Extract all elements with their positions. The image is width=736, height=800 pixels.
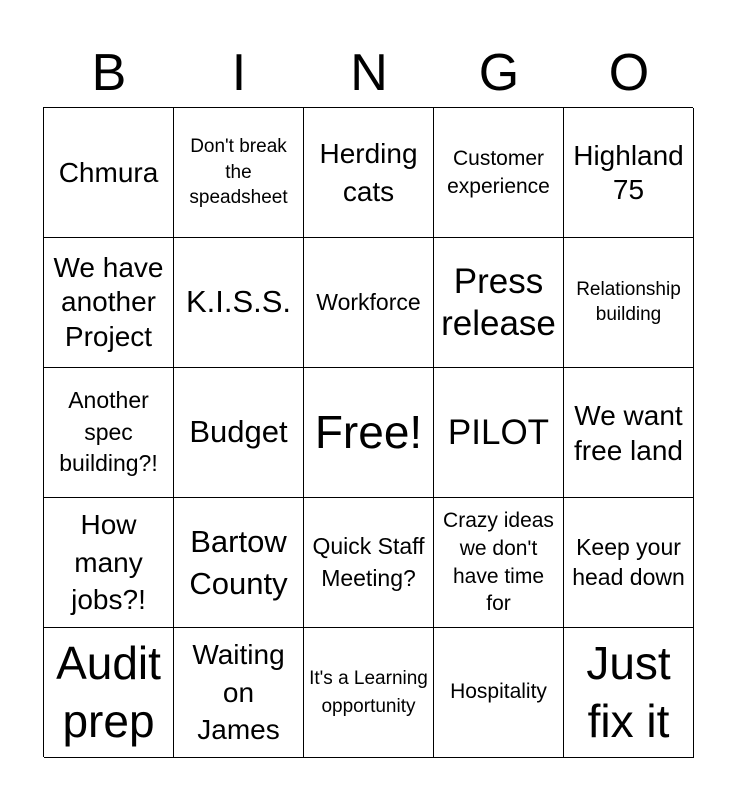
- bingo-cell-r1c2[interactable]: [174, 108, 304, 238]
- cell-text: Crazy ideas we don't have time for: [443, 509, 554, 616]
- bingo-cell-r4c3[interactable]: [304, 498, 434, 628]
- bingo-cell-r1c3[interactable]: [304, 108, 434, 238]
- cell-text: We want free land: [574, 399, 683, 466]
- bingo-cell-r4c4[interactable]: [434, 498, 564, 628]
- cell-text: Highland 75: [573, 139, 684, 205]
- bingo-cell-r4c2[interactable]: [174, 498, 304, 628]
- cell-text: Hospitality: [450, 680, 547, 704]
- cell-text: Press release: [441, 261, 556, 343]
- cell-text: Budget: [189, 414, 288, 450]
- bingo-cell-r1c4[interactable]: [434, 108, 564, 238]
- bingo-cell-r5c3[interactable]: [304, 628, 434, 758]
- bingo-cell-r3c5[interactable]: [564, 368, 694, 498]
- header-letter-o: O: [608, 44, 650, 102]
- cell-text: We have another Project: [53, 252, 164, 352]
- bingo-cell-r1c1[interactable]: [44, 108, 174, 238]
- cell-text: Relationship building: [576, 278, 681, 325]
- bingo-cell-r3c3[interactable]: [304, 368, 434, 498]
- cell-text: PILOT: [447, 412, 550, 452]
- cell-text: Customer experience: [447, 147, 550, 198]
- cell-text: Herding cats: [319, 137, 418, 207]
- cell-text: K.I.S.S.: [185, 284, 292, 320]
- cell-text: Waiting on James: [192, 638, 285, 746]
- cell-text: Workforce: [316, 288, 421, 315]
- bingo-cell-r2c4[interactable]: [434, 238, 564, 368]
- cell-text: Don't break the speadsheet: [189, 136, 288, 209]
- bingo-cell-r2c3[interactable]: [304, 238, 434, 368]
- cell-text: It's a Learning opportunity: [309, 667, 428, 717]
- header-letter-n: N: [350, 44, 388, 102]
- header-letter-g: G: [478, 44, 520, 102]
- bingo-cell-r5c4[interactable]: [434, 628, 564, 758]
- cell-text: Audit prep: [56, 637, 161, 747]
- cell-text: Just fix it: [586, 637, 671, 747]
- header-letter-b: B: [91, 44, 127, 102]
- cell-text: How many jobs?!: [71, 508, 146, 616]
- free-space: Free!: [314, 406, 423, 459]
- header-letter-i: I: [231, 44, 247, 102]
- bingo-board: [43, 107, 693, 757]
- bingo-cell-r5c1[interactable]: [44, 628, 174, 758]
- bingo-cell-r5c5[interactable]: [564, 628, 694, 758]
- bingo-cell-r2c2[interactable]: [174, 238, 304, 368]
- cell-text: Bartow County: [189, 523, 288, 601]
- bingo-cell-r3c1[interactable]: [44, 368, 174, 498]
- bingo-cell-r4c1[interactable]: [44, 498, 174, 628]
- cell-text: Quick Staff Meeting?: [312, 532, 425, 591]
- bingo-cell-r4c5[interactable]: [564, 498, 694, 628]
- cell-text: Chmura: [58, 156, 159, 188]
- bingo-cell-r3c4[interactable]: [434, 368, 564, 498]
- bingo-cell-r5c2[interactable]: [174, 628, 304, 758]
- bingo-cell-r1c5[interactable]: [564, 108, 694, 238]
- bingo-cell-r2c1[interactable]: [44, 238, 174, 368]
- cell-text: Keep your head down: [572, 533, 685, 590]
- bingo-cell-r2c5[interactable]: [564, 238, 694, 368]
- cell-text: Another spec building?!: [59, 386, 158, 477]
- bingo-cell-r3c2[interactable]: [174, 368, 304, 498]
- bingo-header: [44, 38, 694, 108]
